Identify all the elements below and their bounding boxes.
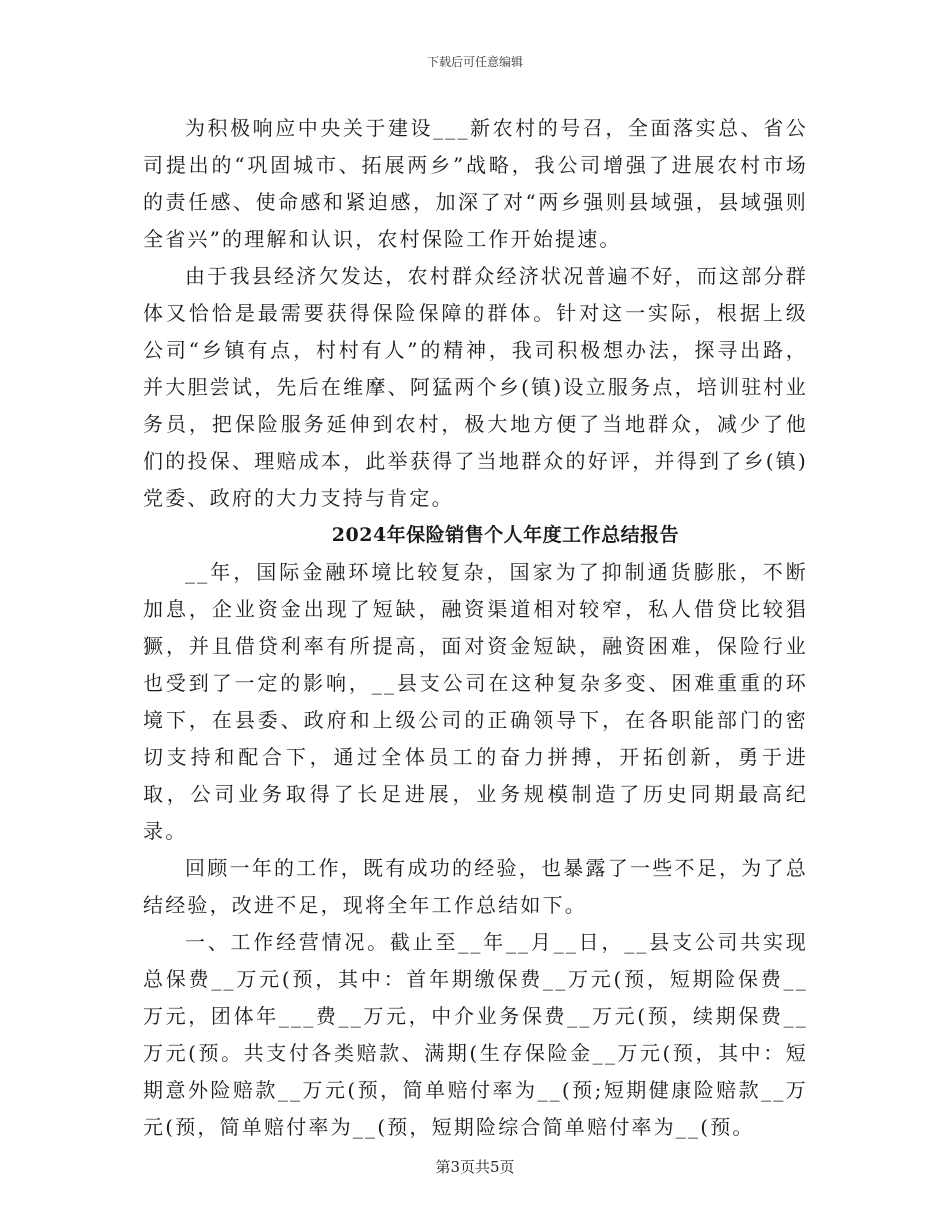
document-body <box>143 110 808 1146</box>
body-paragraph: 一、工作经营情况。截止至__年__月__日，__县支公司共实现总保费__万元(预，其中：首年期缴保费__万元(预，短期险保费__万元，团体年___费__万元，中介业务保费__万元(预，续期保费__万元(预。共支付各类赔款、满期(生存保险金__万元(预，其中：短期意外险赔款__万元(预，简单赔付率为__(预;短期健康险赔款__万元(预，简单赔付率为__(预，短期险综合简单赔付率为__(预。 <box>143 930 808 1139</box>
body-paragraph: 由于我县经济欠发达，农村群众经济状况普遍不好，而这部分群体又恰恰是最需要获得保险保障的群体。针对这一实际，根据上级公司“乡镇有点，村村有人”的精神，我司积极想办法，探寻出路，并大胆尝试，先后在维摩、阿猛两个乡(镇)设立服务点，培训驻村业务员，把保险服务延伸到农村，极大地方便了当地群众，减少了他们的投保、理赔成本，此举获得了当地群众的好评，并得到了乡(镇)党委、政府的大力支持与肯定。 <box>143 264 808 510</box>
page-number: 第3页共5页 <box>435 1158 515 1176</box>
section-title: 2024年保险销售个人年度工作总结报告 <box>331 524 680 546</box>
body-paragraph: __年，国际金融环境比较复杂，国家为了抑制通货膨胀，不断加息，企业资金出现了短缺，融资渠道相对较窄，私人借贷比较猖獗，并且借贷利率有所提高，面对资金短缺，融资困难，保险行业也受到了一定的影响，__县支公司在这种复杂多变、困难重重的环境下，在县委、政府和上级公司的正确领导下，在各职能部门的密切支持和配合下，通过全体员工的奋力拼搏，开拓创新，勇于进取，公司业务取得了长足进展，业务规模制造了历史同期最高纪录。 <box>143 560 808 843</box>
body-paragraph: 为积极响应中央关于建设___新农村的号召，全面落实总、省公司提出的“巩固城市、拓展两乡”战略，我公司增强了进展农村市场的责任感、使命感和紧迫感，加深了对“两乡强则县域强，县域强则全省兴”的理解和认识，农村保险工作开始提速。 <box>143 116 808 251</box>
body-paragraph: 回顾一年的工作，既有成功的经验，也暴露了一些不足，为了总结经验，改进不足，现将全年工作总结如下。 <box>143 856 808 917</box>
page-header-note: 下载后可任意编辑 <box>426 55 523 69</box>
